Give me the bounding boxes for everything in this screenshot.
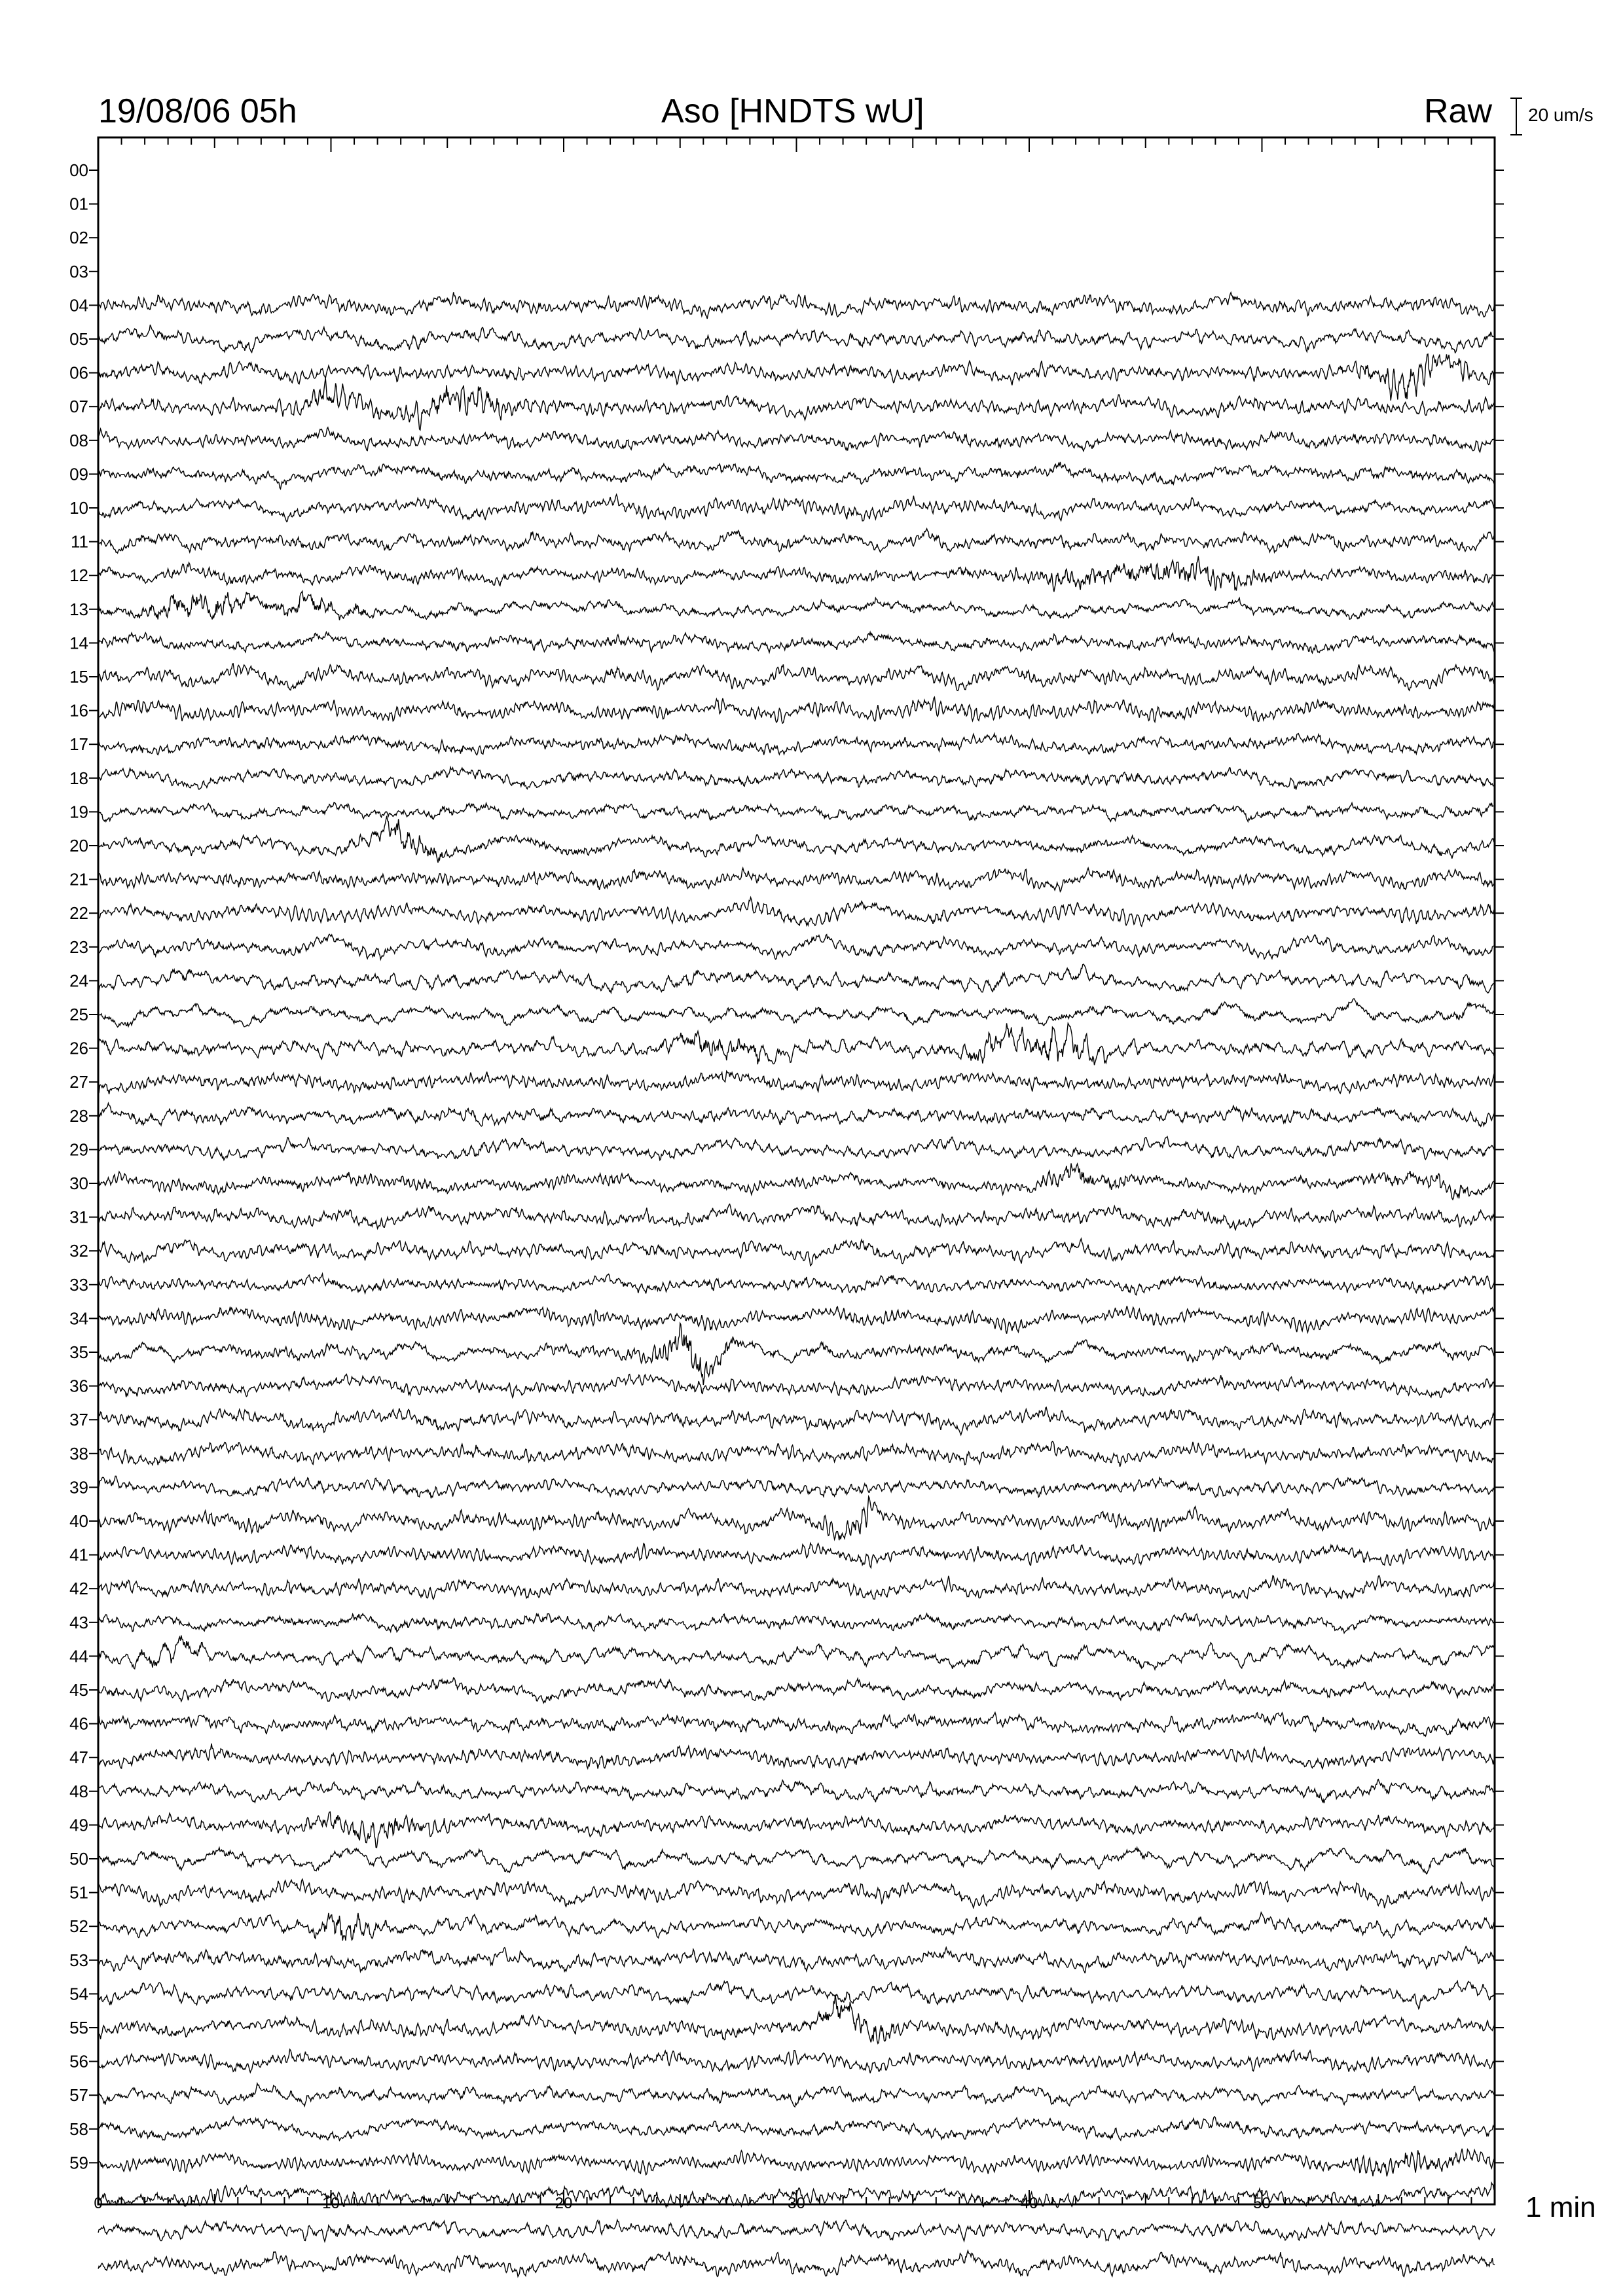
x-tick-label: 50 [1253, 2195, 1271, 2212]
seismic-trace [98, 2117, 1495, 2140]
seismic-trace [98, 734, 1495, 755]
row-label: 54 [69, 1984, 88, 2004]
seismic-trace [98, 1274, 1495, 1295]
row-label: 22 [69, 903, 88, 924]
seismic-trace [98, 1163, 1495, 1199]
row-label: 44 [69, 1646, 88, 1666]
row-label: 58 [69, 2119, 88, 2139]
seismic-trace [98, 868, 1495, 891]
seismic-trace [98, 2149, 1495, 2177]
row-label: 42 [69, 1579, 88, 1599]
seismic-trace [98, 1204, 1495, 1230]
seismic-trace [98, 354, 1495, 401]
row-label: 37 [69, 1410, 88, 1430]
row-label: 33 [69, 1274, 88, 1295]
seismic-trace [98, 1780, 1495, 1803]
row-label: 00 [69, 160, 88, 180]
x-tick-label: 40 [1020, 2195, 1038, 2212]
seismic-trace [98, 1071, 1495, 1094]
seismic-trace [98, 1306, 1495, 1333]
seismic-trace [98, 1441, 1495, 1467]
row-label: 32 [69, 1241, 88, 1261]
seismic-trace [98, 1912, 1495, 1941]
row-label: 51 [69, 1882, 88, 1903]
row-label: 02 [69, 228, 88, 248]
seismic-trace [98, 999, 1495, 1027]
seismic-trace [98, 1879, 1495, 1908]
row-label: 38 [69, 1443, 88, 1463]
seismic-trace [98, 2220, 1495, 2242]
row-label: 23 [69, 937, 88, 957]
row-label: 45 [69, 1680, 88, 1700]
row-label: 24 [69, 971, 88, 991]
seismic-trace [98, 292, 1495, 319]
row-label: 06 [69, 363, 88, 383]
row-label: 52 [69, 1916, 88, 1937]
x-tick-label: 0 [94, 2195, 103, 2212]
row-label: 17 [69, 734, 88, 755]
row-label: 01 [69, 194, 88, 214]
seismic-trace [98, 378, 1495, 431]
seismic-trace [98, 529, 1495, 553]
seismic-trace [98, 964, 1495, 993]
row-label: 03 [69, 261, 88, 281]
row-label: 13 [69, 599, 88, 619]
row-label: 35 [69, 1342, 88, 1362]
seismic-traces [98, 292, 1495, 2276]
seismic-trace [98, 462, 1495, 489]
row-label: 34 [69, 1308, 88, 1329]
seismic-trace [98, 1981, 1495, 2009]
seismic-trace [98, 1137, 1495, 1160]
seismic-trace [98, 1476, 1495, 1498]
row-label: 04 [69, 295, 88, 315]
seismic-trace [98, 1713, 1495, 1736]
x-axis-unit-label: 1 min [1525, 2191, 1596, 2223]
x-tick-label: 30 [788, 2195, 805, 2212]
seismic-trace [98, 1575, 1495, 1599]
row-label: 29 [69, 1139, 88, 1160]
row-label: 39 [69, 1477, 88, 1498]
seismic-trace [98, 934, 1495, 960]
row-label: 11 [71, 531, 88, 552]
row-label: 46 [69, 1713, 88, 1734]
row-label: 27 [69, 1072, 88, 1092]
seismic-trace [98, 816, 1495, 863]
seismic-trace [98, 427, 1495, 452]
seismic-trace [98, 495, 1495, 522]
seismic-trace [98, 325, 1495, 353]
row-label: 10 [69, 498, 88, 518]
seismic-trace [98, 1677, 1495, 1703]
row-label: 53 [69, 1950, 88, 1970]
row-label: 47 [69, 1748, 88, 1768]
seismic-trace [98, 632, 1495, 653]
seismic-trace [98, 1374, 1495, 1398]
seismic-trace [98, 1812, 1495, 1848]
seismic-trace [98, 697, 1495, 723]
row-label: 59 [69, 2153, 88, 2173]
row-label: 49 [69, 1815, 88, 1835]
row-label: 12 [69, 565, 88, 586]
seismic-trace [98, 1994, 1495, 2043]
row-label: 30 [69, 1174, 88, 1193]
scale-label: 20 um/s [1528, 105, 1594, 125]
seismic-trace [98, 2049, 1495, 2073]
seismic-trace [98, 1496, 1495, 1540]
seismic-trace [98, 1103, 1495, 1126]
row-label: 28 [69, 1105, 88, 1126]
seismic-trace [98, 1543, 1495, 1568]
x-tick-label: 10 [322, 2195, 340, 2212]
seismic-trace [98, 664, 1495, 691]
seismic-trace [98, 1613, 1495, 1633]
row-label: 57 [69, 2085, 88, 2106]
seismic-trace [98, 767, 1495, 789]
row-label: 56 [69, 2051, 88, 2072]
seismic-trace [98, 1946, 1495, 1973]
seismic-trace [98, 1744, 1495, 1769]
row-label: 09 [69, 464, 88, 484]
row-label: 07 [69, 397, 88, 417]
seismic-trace [98, 1023, 1495, 1065]
date-hour-label: 19/08/06 05h [98, 92, 297, 130]
seismic-trace [98, 2083, 1495, 2107]
mode-label: Raw [1423, 92, 1492, 130]
row-label: 41 [69, 1545, 88, 1565]
seismic-trace [98, 1407, 1495, 1435]
row-label: 25 [69, 1005, 88, 1024]
row-label: 21 [69, 869, 88, 889]
row-label: 16 [69, 700, 88, 721]
seismic-trace [98, 591, 1495, 620]
row-label: 14 [69, 633, 88, 653]
row-label: 48 [69, 1781, 88, 1801]
seismic-trace [98, 1323, 1495, 1385]
row-label: 05 [69, 329, 88, 349]
seismic-trace [98, 897, 1495, 926]
row-label: 19 [69, 802, 88, 822]
seismic-trace [98, 2251, 1495, 2277]
seismic-trace [98, 802, 1495, 821]
x-tick-label: 20 [555, 2195, 573, 2212]
minute-row-labels [69, 160, 88, 2172]
seismic-trace [98, 1636, 1495, 1670]
seismic-trace [98, 556, 1495, 592]
row-label: 36 [69, 1376, 88, 1396]
row-label: 08 [69, 430, 88, 450]
row-label: 50 [69, 1849, 88, 1869]
row-label: 18 [69, 768, 88, 788]
row-label: 20 [69, 836, 88, 855]
row-label: 26 [69, 1038, 88, 1058]
row-label: 31 [69, 1207, 88, 1227]
row-label: 15 [69, 667, 88, 687]
row-label: 43 [69, 1612, 88, 1632]
station-title: Aso [HNDTS wU] [661, 92, 924, 130]
row-label: 40 [69, 1511, 88, 1531]
seismic-trace [98, 1239, 1495, 1266]
row-label: 55 [69, 2018, 88, 2037]
seismic-trace [98, 1848, 1495, 1874]
